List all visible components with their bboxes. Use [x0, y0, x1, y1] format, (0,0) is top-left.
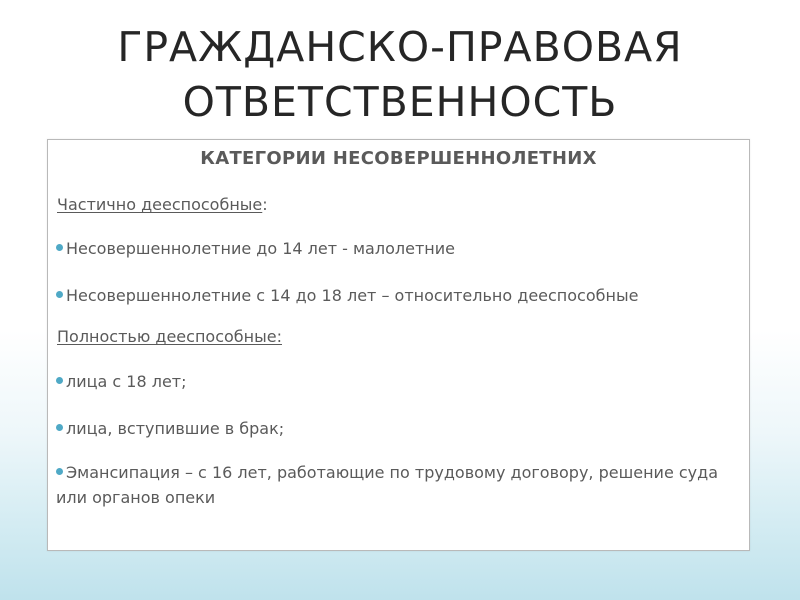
section-label-full-text: Полностью дееспособные:: [57, 327, 282, 346]
section-label-partial-colon: :: [262, 195, 268, 214]
section-label-partial: [57, 195, 268, 214]
list-item-text: лица с 18 лет;: [66, 372, 187, 391]
slide-title-line-1: ГРАЖДАНСКО-ПРАВОВАЯ: [117, 23, 683, 71]
list-item: [56, 416, 731, 441]
slide-title: [0, 20, 800, 130]
bullet-icon: [56, 377, 63, 384]
list-item: [56, 283, 731, 308]
content-box: [47, 139, 750, 551]
section-label-partial-text: Частично дееспособные: [57, 195, 263, 214]
list-item: [56, 236, 731, 261]
list-item-text: Несовершеннолетние с 14 до 18 лет – относительно дееспособные: [66, 286, 639, 305]
list-item-text: Несовершеннолетние до 14 лет - малолетние: [66, 239, 455, 258]
bullet-icon: [56, 244, 63, 251]
slide-title-line-2: ОТВЕТСТВЕННОСТЬ: [182, 78, 618, 126]
box-heading: КАТЕГОРИИ НЕСОВЕРШЕННОЛЕТНИХ: [200, 148, 597, 169]
list-item: [56, 460, 731, 510]
list-item-text: Эмансипация – с 16 лет, работающие по трудовому договору, решение суда или органов опеки: [56, 463, 718, 507]
bullet-icon: [56, 424, 63, 431]
section-label-full: [57, 327, 282, 346]
bullet-icon: [56, 468, 63, 475]
bullet-icon: [56, 291, 63, 298]
list-item-text: лица, вступившие в брак;: [66, 419, 285, 438]
list-item: [56, 369, 731, 394]
